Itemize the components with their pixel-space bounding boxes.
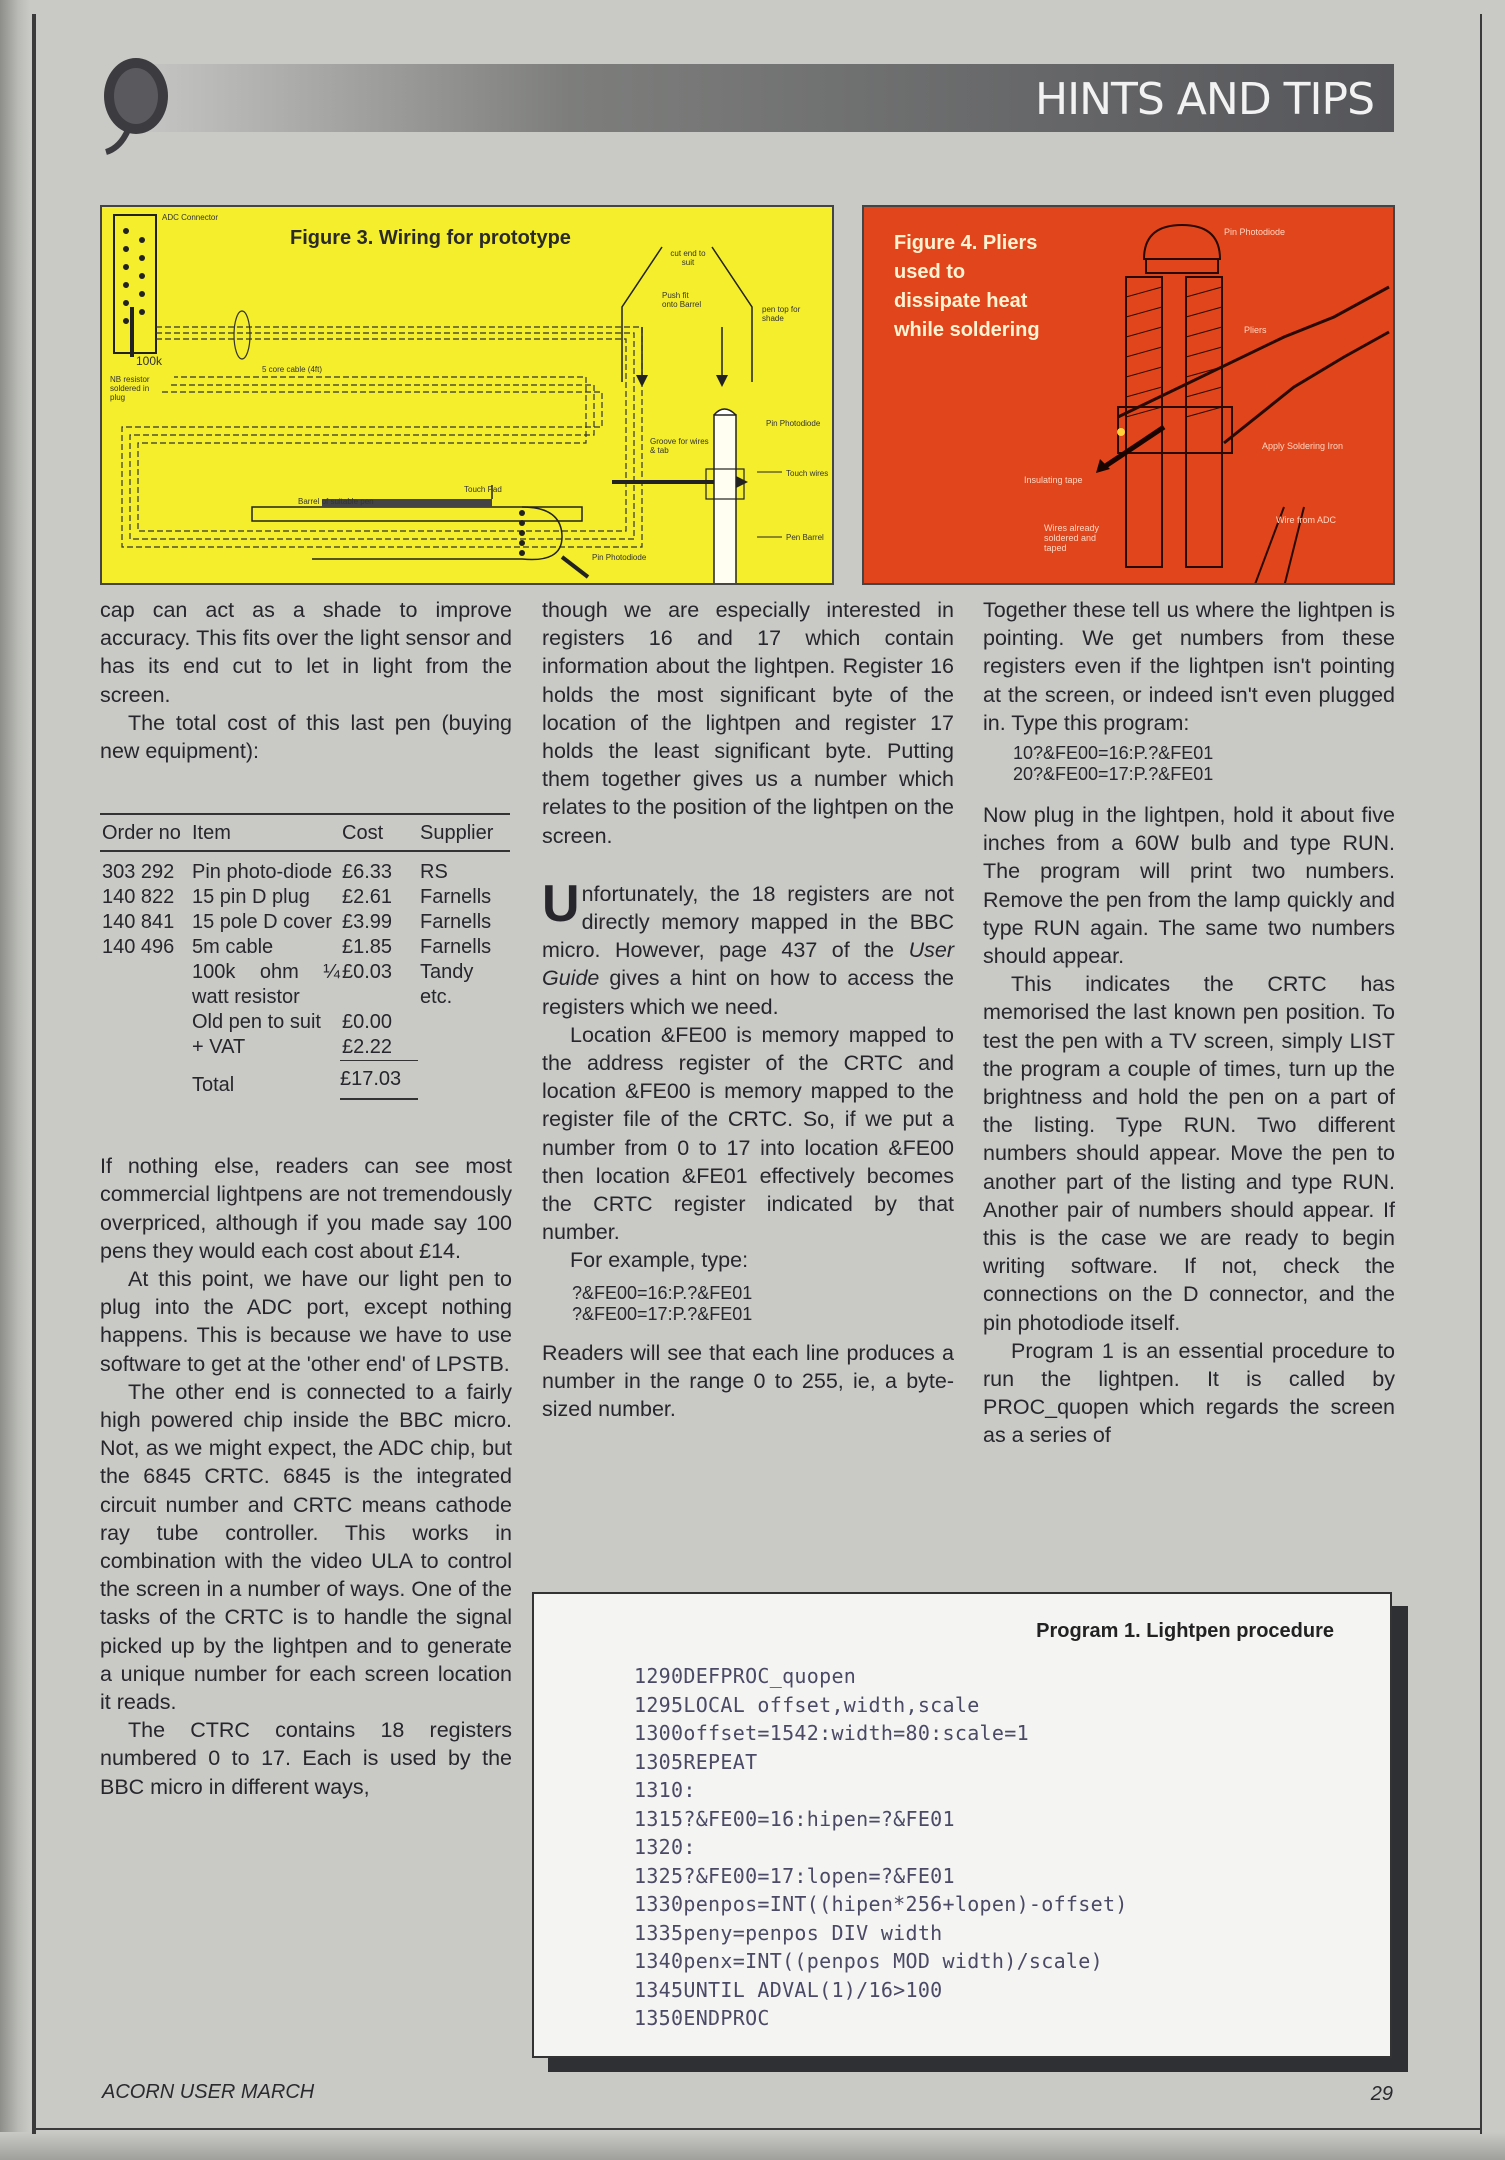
col1-paragraph-4: At this point, we have our light pen to plug into the ADC port, except nothing happens. This is because we have to use software to get at the 'other end' of LPSTB.	[100, 1267, 512, 1376]
cell-item: 100k ohm ¼ watt resistor	[192, 961, 340, 1009]
code-line: 1330penpos=INT((hipen*256+lopen)-offset)	[634, 1892, 1128, 1916]
program-title: Program 1. Lightpen procedure	[1036, 1620, 1334, 1642]
cell-item: 5m cable	[192, 936, 274, 959]
right-frame-line	[1480, 14, 1482, 2134]
col2-p2-text-b: gives a hint on how to access the registers which we need.	[542, 966, 954, 1019]
cell-order-no	[100, 960, 190, 1010]
table-row	[100, 935, 510, 960]
code-line: 1350ENDPROC	[634, 2006, 770, 2030]
col1-paragraph-1: cap can act as a shade to improve accuracy. This fits over the light sensor and has its end cut to let in light from the screen.	[100, 598, 512, 707]
total-label: Total	[192, 1073, 235, 1096]
label-groove: Groove for wires & tab	[650, 437, 709, 455]
page-binding-edge	[0, 0, 30, 2160]
cost-table-header	[100, 814, 510, 851]
code-line: 1345UNTIL ADVAL(1)/16>100	[634, 1977, 943, 2002]
q-logo-icon	[98, 56, 178, 156]
label-pen-top: pen top for shade	[762, 305, 801, 323]
cell-cost: £1.85	[342, 936, 393, 959]
code-line: 1325?&FE00=17:lopen=?&FE01	[634, 1863, 955, 1888]
col1-paragraph-5: The other end is connected to a fairly high powered chip inside the BBC micro. Not, as we might expect, the ADC chip, but the 6845 CRTC. 6845 is the integrated circuit number and CRTC means cathode ray tube controller. This works in combination with the video ULA to control the screen in a number of ways. One of the tasks of the CRTC is to handle the signal picked up by the lightpen and to generate a unique number for each screen location it reads.	[100, 1379, 512, 1715]
cell-order-no: 140 841	[102, 911, 175, 934]
cell-cost: £2.22	[342, 1036, 393, 1059]
figure-3-title: Figure 3. Wiring for prototype	[290, 227, 571, 249]
col2-code-line-2: ?&FE00=17:P.?&FE01	[572, 1303, 753, 1324]
table-row	[100, 1035, 510, 1061]
code-line: 1310:	[634, 1778, 696, 1802]
code-line: 1290DEFPROC_quopen	[634, 1664, 857, 1688]
program-code	[634, 1662, 1128, 2033]
figure-4-pliers-photo	[862, 205, 1395, 585]
cell-order-no	[100, 1035, 190, 1061]
header-order-no: Order no	[100, 814, 190, 851]
cell-supplier: Farnells	[420, 911, 492, 934]
code-line: 1320:	[634, 1835, 696, 1859]
cell-supplier	[418, 1010, 510, 1035]
col3-code-line-2: 20?&FE00=17:P.?&FE01	[1013, 764, 1214, 785]
col2-paragraph-2	[542, 874, 954, 1021]
cell-supplier	[418, 1035, 510, 1061]
col2-paragraph-5: Readers will see that each line produces a number in the range 0 to 255, ie, a byte-sized number.	[542, 1340, 954, 1422]
code-line: 1315?&FE00=16:hipen=?&FE01	[634, 1806, 955, 1831]
header-bar	[126, 64, 1394, 132]
label-cable: 5 core cable (4ft)	[262, 365, 323, 374]
program-listing-box	[532, 1592, 1392, 2058]
col3-paragraph-3: This indicates the CRTC has memorised the last known pen position. To test the pen with a TV screen, simply LIST the program a couple of times, turn up the brightness and hold the pen on a part of the listing. Type RUN. Two different numbers should appear. Move the pen to another part of the listing and type RUN. Another pair of numbers should appear. If this is the case we are ready to begin writing software. If not, check the connections on the D connector, and the pin photodiode itself.	[983, 972, 1395, 1335]
col2-paragraph-3: Location &FE00 is memory mapped to the address register of the CRTC and location &FE00 is memory mapped to the register file of the CRTC. So, if we put a number from 0 to 17 into location &FE00 then location &FE01 effectively becomes the CRTC register indicated by that number.	[542, 1022, 954, 1245]
table-row	[100, 885, 510, 910]
col2-code-line-1: ?&FE00=16:P.?&FE01	[572, 1282, 753, 1303]
user-guide-title: User Guide	[542, 938, 954, 991]
label-pliers: Pliers	[1244, 325, 1267, 335]
label-resistor: 100k	[136, 354, 163, 368]
label-wire-from-adc: Wire from ADC	[1276, 515, 1337, 525]
page-number: 29	[1370, 2083, 1393, 2105]
col2-paragraph-1: though we are especially interested in registers 16 and 17 which contain information about the lightpen. Register 16 holds the most significant byte of the location of the lightpen and register 17 holds the least significant byte. Putting them together gives us a number which relates to the position of the lightpen on the screen.	[542, 598, 954, 848]
footer-publication: ACORN USER MARCH	[102, 2081, 315, 2103]
code-line: 1340penx=INT((penpos MOD width)/scale)	[634, 1949, 1103, 1973]
figure-3-wiring-diagram	[100, 205, 834, 585]
wiring-diagram-drawing	[102, 207, 834, 585]
cell-item: + VAT	[192, 1036, 246, 1059]
cell-item: Pin photo-diode	[192, 861, 333, 884]
cell-item: 15 pin D plug	[192, 886, 310, 909]
table-row	[100, 960, 510, 1010]
label-touch-pad: Touch Pad	[464, 485, 502, 494]
label-touch-wires: Touch wires	[786, 469, 829, 478]
cell-supplier: Tandy etc.	[420, 961, 474, 1009]
header-item: Item	[190, 814, 340, 851]
col2-p2-text-a: nfortunately, the 18 registers are not directly memory mapped in the BBC micro. However, page 437 of the	[542, 881, 954, 963]
code-line: 1300offset=1542:width=80:scale=1	[634, 1721, 1029, 1745]
header-cost: Cost	[340, 814, 418, 851]
cell-cost: £3.99	[342, 911, 393, 934]
figure-4-title: Figure 4. Pliers used to dissipate heat while soldering	[894, 232, 1040, 341]
total-value: £17.03	[340, 1061, 418, 1100]
cell-order-no: 140 496	[102, 936, 175, 959]
col2-paragraph-4: For example, type:	[570, 1248, 749, 1273]
label-pin-photodiode: Pin Photodiode	[1224, 227, 1286, 237]
label-nb-resistor: NB resistor soldered in plug	[110, 375, 150, 402]
page-bottom-edge	[0, 2132, 1505, 2160]
cell-order-no: 140 822	[102, 886, 175, 909]
label-insulating-tape: Insulating tape	[1024, 475, 1083, 485]
label-pen-barrel: Pen Barrel	[786, 533, 824, 542]
column-2	[542, 596, 954, 1423]
col1-paragraph-6: The CTRC contains 18 registers numbered 0 to 17. Each is used by the BBC micro in different ways,	[100, 1718, 512, 1799]
label-cut-end: cut end to suit	[670, 249, 706, 267]
cell-order-no: 303 292	[102, 861, 175, 884]
cell-supplier: RS	[420, 861, 448, 884]
label-pin-photodiode-top: Pin Photodiode	[766, 419, 821, 428]
col3-paragraph-2: Now plug in the lightpen, hold it about five inches from a 60W bulb and type RUN. The program will print two numbers. Remove the pen from the lamp quickly and type RUN again. The same two numbers should appear.	[983, 803, 1395, 969]
label-pin-photodiode-bottom: Pin Photodiode	[592, 553, 647, 562]
col1-paragraph-2: The total cost of this last pen (buying new equipment):	[100, 710, 512, 764]
cell-supplier: Farnells	[420, 886, 492, 909]
code-line: 1295LOCAL offset,width,scale	[634, 1692, 980, 1717]
cell-cost: £0.03	[342, 961, 393, 984]
column-3	[983, 596, 1395, 1450]
table-row	[100, 851, 510, 885]
table-total-row	[100, 1061, 510, 1100]
header-supplier: Supplier	[418, 814, 510, 851]
cost-table	[100, 813, 510, 1100]
col1-paragraph-3: If nothing else, readers can see most commercial lightpens are not tremendously overpriced, although if you made say 100 pens they would each cost about £14.	[100, 1154, 512, 1263]
label-apply-iron: Apply Soldering Iron	[1262, 441, 1344, 451]
left-frame-line	[32, 14, 36, 2134]
drop-cap: U	[542, 874, 580, 933]
label-adc-connector: ADC Connector	[162, 213, 219, 222]
cell-order-no	[100, 1010, 190, 1035]
cell-cost: £2.61	[342, 886, 393, 909]
table-row	[100, 910, 510, 935]
cell-cost: £6.33	[342, 861, 393, 884]
code-line: 1305REPEAT	[634, 1749, 758, 1774]
cell-item: Old pen to suit	[192, 1011, 321, 1034]
cell-cost: £0.00	[342, 1011, 393, 1034]
column-1	[100, 596, 512, 1801]
cell-supplier: Farnells	[420, 936, 492, 959]
code-line: 1335peny=penpos DIV width	[634, 1920, 943, 1945]
section-title: HINTS AND TIPS	[1035, 74, 1374, 125]
table-row	[100, 1010, 510, 1035]
label-push-fit: Push fit onto Barrel	[662, 291, 702, 309]
col3-paragraph-4: Program 1 is an essential procedure to run the lightpen. It is called by PROC_quopen which regards the screen as a series of	[983, 1338, 1395, 1448]
col3-code-line-1: 10?&FE00=16:P.?&FE01	[1013, 743, 1214, 764]
bottom-frame-line	[36, 2128, 1482, 2130]
cell-item: 15 pole D cover	[192, 911, 333, 934]
label-barrel: Barrel of suitable pen	[298, 497, 374, 506]
col3-paragraph-1: Together these tell us where the lightpen is pointing. We get numbers from these registers even if the lightpen isn't pointing at the screen, or indeed isn't even plugged in. Type this program:	[983, 598, 1395, 735]
label-wires-soldered: Wires already soldered and taped	[1044, 523, 1100, 553]
